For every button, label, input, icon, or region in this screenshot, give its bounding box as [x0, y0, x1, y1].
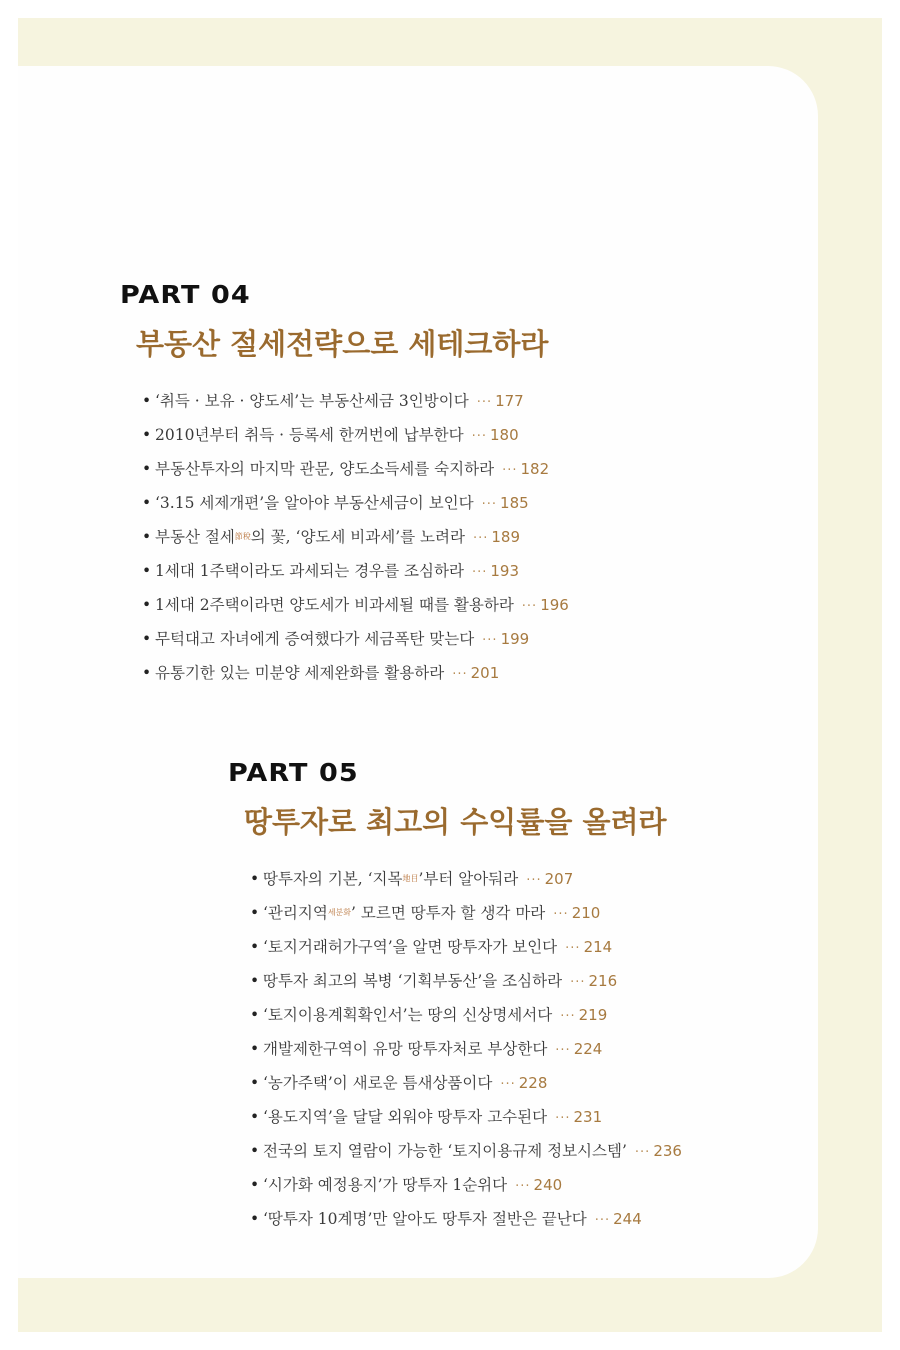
page-number: 224 — [573, 1040, 603, 1058]
toc-item[interactable] — [250, 1134, 682, 1168]
page-number: 231 — [573, 1108, 603, 1126]
page-number: 199 — [500, 630, 530, 648]
bullet-icon: • — [250, 870, 260, 888]
page-number: 182 — [520, 460, 550, 478]
leader-dots: ··· — [594, 1213, 611, 1228]
bullet-icon: • — [250, 904, 260, 922]
toc-list — [142, 384, 569, 690]
leader-dots: ··· — [521, 599, 538, 614]
page-number: 177 — [495, 392, 524, 410]
page-number: 210 — [571, 904, 601, 922]
toc-item-text: 부동산투자의 마지막 관문, 양도소득세를 숙지하라 — [155, 460, 495, 478]
toc-item-text: ’ 모르면 땅투자 할 생각 마라 — [351, 904, 546, 922]
page-number: 185 — [500, 494, 529, 512]
part-04-section — [120, 280, 569, 690]
toc-item-text: ‘3.15 세제개편’을 알아야 부동산세금이 보인다 — [155, 494, 474, 512]
part-05-section — [228, 758, 682, 1236]
toc-item-text: 1세대 2주택이라면 양도세가 비과세될 때를 활용하라 — [155, 596, 514, 614]
toc-item[interactable] — [142, 418, 569, 452]
leader-dots: ··· — [515, 1179, 531, 1194]
toc-item-text: ‘토지거래허가구역’을 알면 땅투자가 보인다 — [263, 938, 558, 956]
leader-dots: ··· — [526, 873, 542, 888]
page-number: 216 — [588, 972, 618, 990]
bullet-icon: • — [142, 392, 152, 410]
toc-item-text: ‘취득 · 보유 · 양도세’는 부동산세금 3인방이다 — [155, 392, 469, 410]
page-number: 240 — [533, 1176, 563, 1194]
page-number: 180 — [489, 426, 519, 444]
toc-item[interactable] — [250, 930, 682, 964]
leader-dots: ··· — [472, 531, 489, 546]
toc-item-text: ‘용도지역’을 달달 외워야 땅투자 고수된다 — [263, 1108, 548, 1126]
leader-dots: ··· — [482, 633, 498, 648]
toc-item-text: ‘관리지역 — [263, 904, 328, 922]
toc-item-text: 전국의 토지 열람이 가능한 ‘토지이용규제 정보시스템’ — [263, 1142, 627, 1160]
page-number: 196 — [540, 596, 569, 614]
bullet-icon: • — [142, 562, 152, 580]
toc-item-text: ‘농가주택’이 새로운 틈새상품이다 — [263, 1074, 493, 1092]
leader-dots: ··· — [634, 1145, 651, 1160]
toc-item-text: 개발제한구역이 유망 땅투자처로 부상한다 — [263, 1040, 548, 1058]
toc-item-text: ‘토지이용계획확인서’는 땅의 신상명세서다 — [263, 1006, 553, 1024]
bullet-icon: • — [142, 494, 152, 512]
toc-item[interactable] — [142, 588, 569, 622]
page-number: 214 — [583, 938, 613, 956]
bullet-icon: • — [250, 1176, 260, 1194]
page-number: 244 — [613, 1210, 642, 1228]
hanja-note: 節稅 — [234, 532, 251, 541]
leader-dots: ··· — [500, 1077, 516, 1092]
leader-dots: ··· — [555, 1111, 571, 1126]
bullet-icon: • — [142, 630, 152, 648]
toc-item-text: 땅투자 최고의 복병 ‘기획부동산’을 조심하라 — [263, 972, 563, 990]
leader-dots: ··· — [560, 1009, 576, 1024]
hanja-note: 세분화 — [327, 908, 352, 917]
hanja-note: 地目 — [402, 874, 419, 883]
toc-item[interactable] — [250, 964, 682, 998]
toc-list — [250, 862, 682, 1236]
leader-dots: ··· — [553, 907, 569, 922]
toc-item[interactable] — [142, 486, 569, 520]
page-number: 207 — [544, 870, 574, 888]
toc-item[interactable] — [250, 1202, 682, 1236]
bullet-icon: • — [250, 1210, 260, 1228]
toc-item[interactable] — [250, 1066, 682, 1100]
toc-item[interactable] — [250, 1032, 682, 1066]
leader-dots: ··· — [502, 463, 518, 478]
bullet-icon: • — [250, 1108, 260, 1126]
page-number: 219 — [578, 1006, 608, 1024]
page-number: 189 — [491, 528, 521, 546]
page-number: 201 — [470, 664, 500, 682]
page-number: 193 — [490, 562, 519, 580]
toc-item[interactable] — [250, 896, 682, 930]
toc-item-text: 땅투자의 기본, ‘지목 — [263, 870, 403, 888]
part-title: 부동산 절세전략으로 세테크하라 — [136, 327, 549, 361]
toc-item-text: 유통기한 있는 미분양 세제완화를 활용하라 — [155, 664, 445, 682]
page-number: 236 — [653, 1142, 682, 1160]
bullet-icon: • — [142, 528, 152, 546]
toc-item-text: ’부터 알아둬라 — [418, 870, 519, 888]
toc-item[interactable] — [250, 1168, 682, 1202]
bullet-icon: • — [250, 1074, 260, 1092]
leader-dots: ··· — [471, 565, 488, 580]
bullet-icon: • — [142, 460, 152, 478]
leader-dots: ··· — [452, 667, 468, 682]
toc-item-text: 부동산 절세 — [155, 528, 235, 546]
page-number: 228 — [518, 1074, 548, 1092]
toc-item-text: 무턱대고 자녀에게 증여했다가 세금폭탄 맞는다 — [155, 630, 475, 648]
leader-dots: ··· — [565, 941, 581, 956]
toc-item[interactable] — [250, 1100, 682, 1134]
leader-dots: ··· — [471, 429, 487, 444]
part-label: PART 04 — [120, 280, 251, 309]
leader-dots: ··· — [570, 975, 586, 990]
toc-item[interactable] — [142, 554, 569, 588]
part-title: 땅투자로 최고의 수익률을 올려라 — [244, 805, 667, 839]
leader-dots: ··· — [476, 395, 493, 410]
toc-item-text: ‘땅투자 10계명’만 알아도 땅투자 절반은 끝난다 — [263, 1210, 587, 1228]
toc-item[interactable] — [142, 520, 569, 554]
toc-item[interactable] — [250, 862, 682, 896]
bullet-icon: • — [142, 664, 152, 682]
bullet-icon: • — [250, 1142, 260, 1160]
part-label: PART 05 — [228, 758, 359, 787]
bullet-icon: • — [142, 596, 152, 614]
bullet-icon: • — [250, 938, 260, 956]
leader-dots: ··· — [481, 497, 498, 512]
bullet-icon: • — [250, 1040, 260, 1058]
toc-item[interactable] — [142, 384, 569, 418]
bullet-icon: • — [250, 972, 260, 990]
toc-item-text: 1세대 1주택이라도 과세되는 경우를 조심하라 — [155, 562, 464, 580]
leader-dots: ··· — [555, 1043, 571, 1058]
toc-item-text: 의 꽃, ‘양도세 비과세’를 노려라 — [250, 528, 465, 546]
toc-item-text: 2010년부터 취득 · 등록세 한꺼번에 납부한다 — [155, 426, 464, 444]
toc-item-text: ‘시가화 예정용지’가 땅투자 1순위다 — [263, 1176, 508, 1194]
toc-item[interactable] — [250, 998, 682, 1032]
toc-item[interactable] — [142, 622, 569, 656]
bullet-icon: • — [142, 426, 152, 444]
toc-item[interactable] — [142, 656, 569, 690]
bullet-icon: • — [250, 1006, 260, 1024]
toc-item[interactable] — [142, 452, 569, 486]
